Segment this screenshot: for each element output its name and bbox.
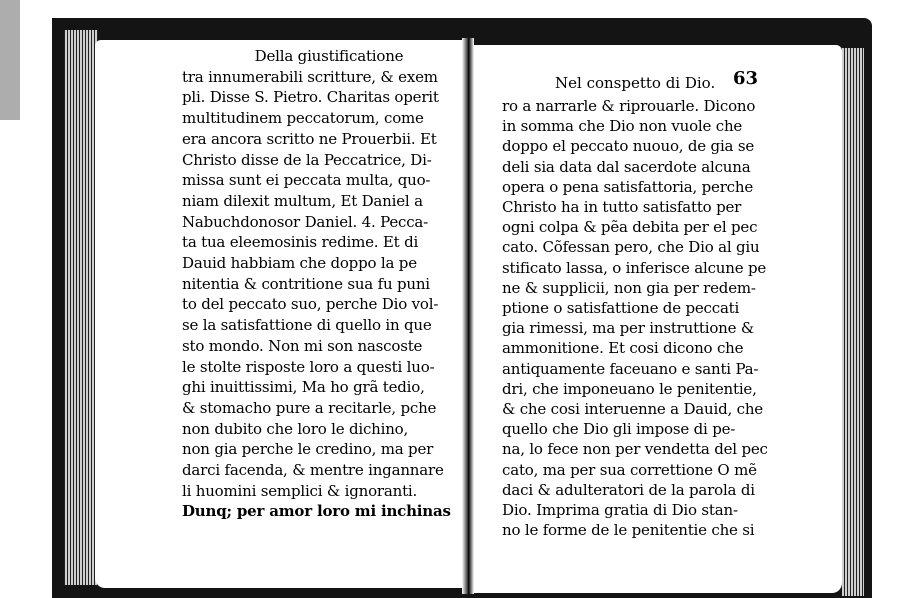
left-line: ghi inuittissimi, Ma ho grã tedio, bbox=[182, 378, 425, 397]
right-line: na, lo fece non per vendetta del pec bbox=[502, 440, 768, 459]
page-edges-left bbox=[64, 30, 98, 585]
left-line: le stolte risposte loro a questi luo- bbox=[182, 357, 435, 376]
page-number: 63 bbox=[733, 68, 759, 89]
right-line: ro a narrarle & riprouarle. Dicono bbox=[502, 97, 756, 115]
left-line: se la satisfattione di quello in que bbox=[182, 316, 432, 335]
right-line: doppo el peccato nuouo, de gia se bbox=[502, 137, 755, 156]
right-line: cato, ma per sua correttione O mẽ bbox=[502, 460, 757, 479]
right-line: deli sia data dal sacerdote alcuna bbox=[502, 157, 751, 176]
left-line: era ancora scritto ne Prouerbii. Et bbox=[182, 129, 437, 148]
right-line: in somma che Dio non vuole che bbox=[502, 117, 743, 136]
page-edges-right bbox=[842, 48, 864, 596]
left-line: ta tua eleemosinis redime. Et di bbox=[182, 233, 419, 252]
right-line: ptione o satisfattione de peccati bbox=[502, 299, 740, 318]
right-line: cato. Cõfessan pero, che Dio al giu bbox=[502, 238, 760, 257]
right-line: ammonitione. Et cosi dicono che bbox=[502, 339, 744, 358]
right-line: daci & adulteratori de la parola di bbox=[502, 480, 755, 499]
left-page-text bbox=[182, 46, 452, 522]
left-line: tra innumerabili scritture, & exem bbox=[182, 67, 438, 86]
right-line: stificato lassa, o inferisce alcune pe bbox=[502, 258, 767, 277]
left-line: non dubito che loro le dichino, bbox=[182, 419, 409, 438]
left-line: niam dilexit multum, Et Daniel a bbox=[182, 191, 423, 210]
right-line: ne & supplicii, non gia per redem- bbox=[502, 278, 756, 297]
left-line: darci facenda, & mentre ingannare bbox=[182, 461, 444, 480]
right-line: antiquamente faceuano e santi Pa- bbox=[502, 359, 759, 378]
left-running-head: Della giustificatione bbox=[254, 47, 404, 65]
left-line: sto mondo. Non mi son nascoste bbox=[182, 336, 423, 355]
left-line: nitentia & contritione sua fu puni bbox=[182, 274, 430, 293]
right-line: Christo ha in tutto satisfatto per bbox=[502, 198, 742, 217]
left-line: multitudinem peccatorum, come bbox=[182, 109, 424, 128]
left-line-catchline: Dunq; per amor loro mi inchinas bbox=[182, 502, 451, 521]
book-gutter bbox=[462, 38, 474, 594]
left-line: Dauid habbiam che doppo la pe bbox=[182, 254, 417, 273]
left-line: pli. Disse S. Pietro. Charitas operit bbox=[182, 88, 439, 107]
left-line: non gia perche le credino, ma per bbox=[182, 440, 434, 459]
left-line: Christo disse de la Peccatrice, Di- bbox=[182, 150, 432, 169]
right-line: gia rimessi, ma per instruttione & bbox=[502, 319, 755, 338]
right-line: & che cosi interuenne a Dauid, che bbox=[502, 400, 763, 419]
right-head-spacer bbox=[502, 76, 782, 96]
right-line: opera o pena satisfattoria, perche bbox=[502, 177, 754, 196]
right-line: Dio. Imprima gratia di Dio stan- bbox=[502, 501, 738, 520]
right-line: ogni colpa & pẽa debita per el pec bbox=[502, 218, 758, 237]
right-line: quello che Dio gli impose di pe- bbox=[502, 420, 736, 439]
left-line: Nabuchdonosor Daniel. 4. Pecca- bbox=[182, 212, 429, 231]
left-line: & stomacho pure a recitarle, pche bbox=[182, 398, 437, 417]
right-running-head: Nel conspetto di Dio. bbox=[555, 74, 716, 92]
left-line: missa sunt ei peccata multa, quo- bbox=[182, 171, 431, 190]
left-line: li huomini semplici & ignoranti. bbox=[182, 481, 418, 500]
left-line: to del peccato suo, perche Dio vol- bbox=[182, 295, 439, 314]
background-shadow-left bbox=[0, 0, 20, 120]
right-line: dri, che imponeuano le penitentie, bbox=[502, 379, 757, 398]
right-line: no le forme de le penitentie che si bbox=[502, 521, 755, 540]
right-page-text bbox=[502, 76, 782, 540]
